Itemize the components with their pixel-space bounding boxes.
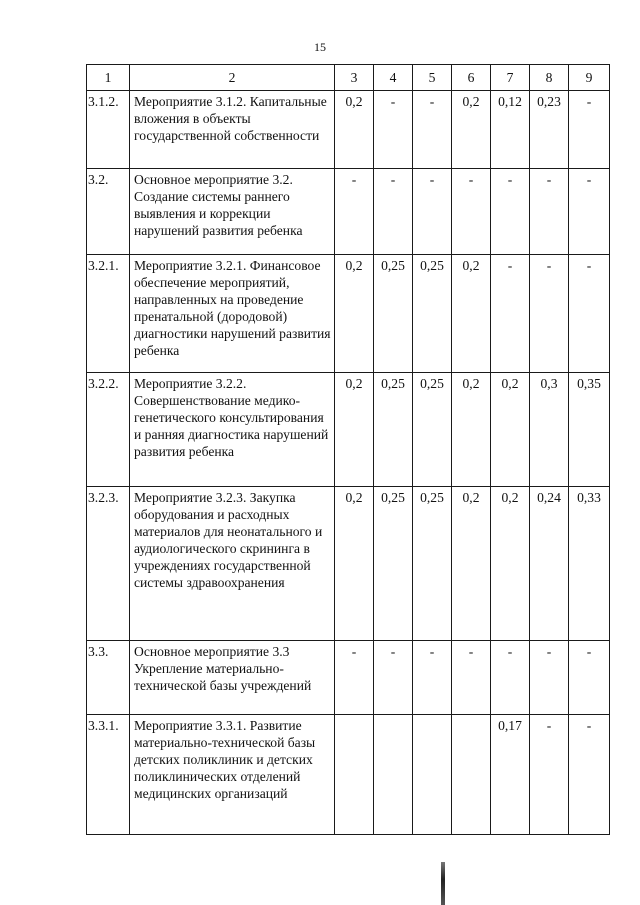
row-code-cell: 3.2.1.: [87, 255, 130, 373]
row-name-cell: Основное мероприятие 3.2. Создание системы раннего выявления и коррекции нарушений развития ребенка: [130, 169, 335, 255]
header-cell: 3: [335, 65, 374, 91]
row-value-cell: -: [569, 255, 610, 373]
row-value-cell: 0,33: [569, 487, 610, 641]
row-value-cell: 0,35: [569, 373, 610, 487]
program-table: [86, 64, 610, 835]
row-value-cell: 0,25: [374, 487, 413, 641]
table-row: [87, 91, 610, 169]
row-value-cell: 0,17: [491, 715, 530, 835]
row-value-cell: -: [374, 91, 413, 169]
header-cell: 2: [130, 65, 335, 91]
row-code-cell: 3.2.2.: [87, 373, 130, 487]
row-value-cell: -: [530, 169, 569, 255]
row-value-cell: -: [491, 169, 530, 255]
row-value-cell: -: [452, 169, 491, 255]
row-value-cell: [335, 715, 374, 835]
row-value-cell: 0,3: [530, 373, 569, 487]
row-value-cell: -: [374, 641, 413, 715]
row-value-cell: -: [569, 715, 610, 835]
row-code-cell: 3.2.: [87, 169, 130, 255]
header-cell: 6: [452, 65, 491, 91]
row-value-cell: 0,2: [335, 373, 374, 487]
row-code-cell: 3.1.2.: [87, 91, 130, 169]
row-value-cell: 0,2: [335, 255, 374, 373]
row-name-cell: Мероприятие 3.3.1. Развитие материально-технической базы детских поликлиник и детских поликлинических отделений медицинских организаций: [130, 715, 335, 835]
row-value-cell: 0,2: [335, 91, 374, 169]
row-code-cell: 3.2.3.: [87, 487, 130, 641]
row-value-cell: -: [335, 169, 374, 255]
table-row: [87, 169, 610, 255]
row-value-cell: 0,2: [491, 487, 530, 641]
row-name-cell: Мероприятие 3.2.1. Финансовое обеспечение мероприятий, направленных на проведение пренатальной (дородовой) диагностики нарушений развития ребенка: [130, 255, 335, 373]
row-value-cell: [452, 715, 491, 835]
row-value-cell: -: [530, 715, 569, 835]
row-value-cell: -: [491, 641, 530, 715]
row-value-cell: -: [530, 641, 569, 715]
row-value-cell: [413, 715, 452, 835]
row-value-cell: [374, 715, 413, 835]
row-value-cell: 0,24: [530, 487, 569, 641]
table-row: [87, 641, 610, 715]
scan-artifact-mark: [441, 862, 445, 905]
row-value-cell: -: [335, 641, 374, 715]
table-row: [87, 487, 610, 641]
row-value-cell: -: [413, 641, 452, 715]
table-row: [87, 373, 610, 487]
row-name-cell: Мероприятие 3.2.2. Совершенствование медико-генетического консультирования и ранняя диагностика нарушений развития ребенка: [130, 373, 335, 487]
row-value-cell: 0,25: [374, 373, 413, 487]
row-value-cell: 0,2: [452, 487, 491, 641]
row-value-cell: 0,25: [413, 373, 452, 487]
row-code-cell: 3.3.: [87, 641, 130, 715]
row-value-cell: 0,25: [413, 255, 452, 373]
table-row: [87, 715, 610, 835]
row-value-cell: -: [530, 255, 569, 373]
row-value-cell: -: [491, 255, 530, 373]
row-name-cell: Мероприятие 3.2.3. Закупка оборудования и расходных материалов для неонатального и аудиологического скрининга в учреждениях государственной системы здравоохранения: [130, 487, 335, 641]
row-value-cell: 0,12: [491, 91, 530, 169]
row-value-cell: 0,25: [374, 255, 413, 373]
table-header-row: [87, 65, 610, 91]
row-value-cell: -: [374, 169, 413, 255]
row-value-cell: 0,2: [491, 373, 530, 487]
row-value-cell: 0,25: [413, 487, 452, 641]
row-value-cell: 0,2: [452, 255, 491, 373]
row-value-cell: -: [569, 169, 610, 255]
header-cell: 1: [87, 65, 130, 91]
row-value-cell: 0,2: [335, 487, 374, 641]
row-value-cell: -: [413, 91, 452, 169]
header-cell: 9: [569, 65, 610, 91]
page-number: 15: [314, 40, 326, 54]
header-cell: 8: [530, 65, 569, 91]
row-code-cell: 3.3.1.: [87, 715, 130, 835]
row-value-cell: -: [569, 641, 610, 715]
header-cell: 5: [413, 65, 452, 91]
table-row: [87, 255, 610, 373]
row-value-cell: -: [413, 169, 452, 255]
row-value-cell: -: [452, 641, 491, 715]
row-value-cell: 0,23: [530, 91, 569, 169]
row-value-cell: -: [569, 91, 610, 169]
row-name-cell: Основное мероприятие 3.3 Укрепление материально-технической базы учреждений: [130, 641, 335, 715]
row-name-cell: Мероприятие 3.1.2. Капитальные вложения в объекты государственной собственности: [130, 91, 335, 169]
header-cell: 7: [491, 65, 530, 91]
header-cell: 4: [374, 65, 413, 91]
row-value-cell: 0,2: [452, 373, 491, 487]
row-value-cell: 0,2: [452, 91, 491, 169]
